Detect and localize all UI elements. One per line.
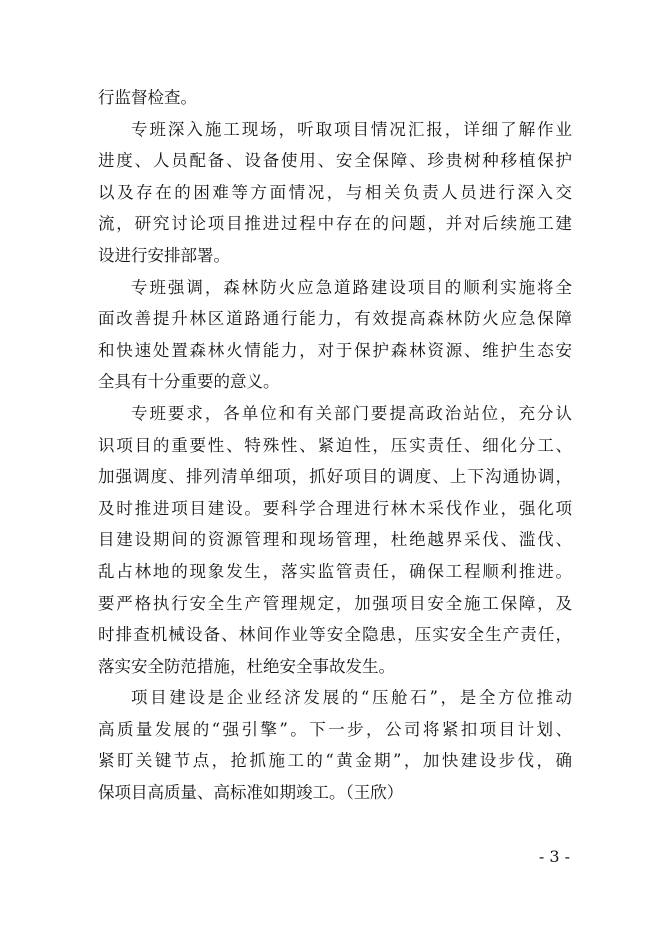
text-line: 专班深入施工现场，听取项目情况汇报，详细了解作业	[131, 119, 572, 139]
text-line: 加强调度、排列清单细项，抓好项目的调度、上下沟通协调，	[98, 467, 572, 487]
text-line: 高质量发展的“强引擎”。下一步，公司将紧扣项目计划、	[98, 719, 572, 739]
paragraph-conclusion	[98, 682, 572, 808]
page-number: - 3 -	[538, 847, 570, 866]
text-line: 专班要求，各单位和有关部门要提高政治站位，充分认	[131, 403, 572, 423]
text-line: 专班强调，森林防火应急道路建设项目的顺利实施将全	[131, 277, 572, 297]
text-line: 落实安全防范措施，杜绝安全事故发生。	[98, 656, 395, 676]
text-line: 行监督检查。	[98, 88, 197, 107]
paragraph-site-inspection	[98, 114, 572, 272]
article-body	[98, 82, 572, 809]
text-line: 以及存在的困难等方面情况，与相关负责人员进行深入交	[98, 182, 572, 202]
text-line: 保项目高质量、高标准如期竣工。（王欣）	[98, 783, 404, 803]
text-line: 面改善提升林区道路通行能力，有效提高森林防火应急保障	[98, 309, 572, 329]
text-line: 全具有十分重要的意义。	[98, 372, 280, 392]
text-line: 乱占林地的现象发生，落实监管责任，确保工程顺利推进。	[98, 561, 572, 581]
text-line: 进度、人员配备、设备使用、安全保障、珍贵树种移植保护	[98, 151, 572, 171]
text-line: 紧盯关键节点，抢抓施工的“黄金期”，加快建设步伐，确	[98, 751, 572, 771]
paragraph-emphasis	[98, 272, 572, 398]
text-line: 目建设期间的资源管理和现场管理，杜绝越界采伐、滥伐、	[98, 530, 572, 550]
text-line: 项目建设是企业经济发展的“压舱石”，是全方位推动	[131, 688, 572, 708]
text-line: 要严格执行安全生产管理规定，加强项目安全施工保障，及	[98, 593, 572, 613]
text-line: 和快速处置森林火情能力，对于保护森林资源、维护生态安	[98, 340, 572, 360]
text-line: 设进行安排部署。	[98, 245, 230, 265]
paragraph-continuation	[98, 82, 572, 114]
text-line: 及时推进项目建设。要科学合理进行林木采伐作业，强化项	[98, 498, 572, 518]
text-line: 识项目的重要性、特殊性、紧迫性，压实责任、细化分工、	[98, 435, 572, 455]
paragraph-requirements	[98, 398, 572, 682]
text-line: 时排查机械设备、林间作业等安全隐患，压实安全生产责任，	[98, 625, 572, 645]
text-line: 流，研究讨论项目推进过程中存在的问题，并对后续施工建	[98, 214, 572, 234]
